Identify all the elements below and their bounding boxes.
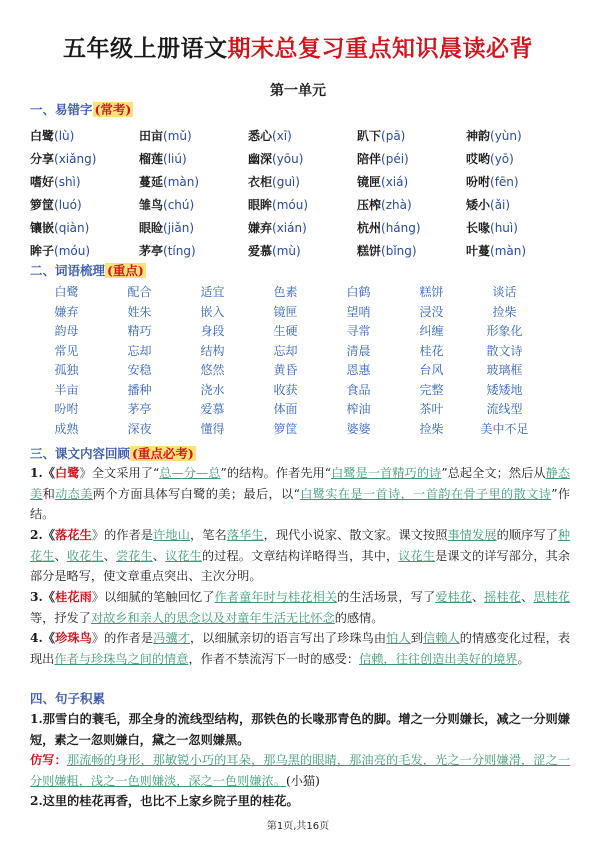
word-pinyin: (xián) xyxy=(272,221,307,235)
section-heading-typos xyxy=(30,100,133,118)
section-label: 四、句子积累 xyxy=(30,691,106,706)
term-item: 白鹭 xyxy=(54,285,79,300)
word-pinyin: (móu) xyxy=(272,198,309,212)
review-paragraph-2: 2.《落花生》的作者是许地山，笔名落华生，现代小说家、散文家。课文按照事情发展的顺序写了种花生、收花生、尝花生、议花生的过程。文章结构详略得当，其中，议花生是课文的详写部分，其余部分是略写，使文章重点突出、主次分明。 xyxy=(30,528,571,583)
term-item: 望哨 xyxy=(346,304,371,319)
word-text: 嗜好 xyxy=(30,175,55,189)
word-pinyin: (pā) xyxy=(381,129,406,143)
word-text: 糕饼 xyxy=(357,244,382,258)
word-text: 分享 xyxy=(30,152,55,166)
term-item: 深夜 xyxy=(127,421,152,436)
review-paragraph-1: 1.《白鹭》全文采用了“总—分—总”的结构。作者先用“白鹭是一首精巧的诗”总起全文；然后从静态美和动态美两个方面具体写白鹭的美；最后，以“白鹭实在是一首诗，一首韵在骨子里的散文诗”作结。 xyxy=(30,466,571,521)
term-item: 色素 xyxy=(273,285,298,300)
word-row xyxy=(30,124,575,147)
word-item xyxy=(139,150,248,167)
term-item: 捡柴 xyxy=(492,304,517,319)
term-item: 箩筐 xyxy=(273,421,298,436)
word-text: 压榨 xyxy=(357,198,382,212)
term-item: 婆婆 xyxy=(346,421,371,436)
word-item xyxy=(139,219,248,236)
word-pinyin: (yùn) xyxy=(490,129,522,143)
word-text: 吩咐 xyxy=(466,175,491,189)
word-item xyxy=(139,127,248,144)
term-item: 韵母 xyxy=(54,324,79,339)
term-item: 茅亭 xyxy=(127,402,152,417)
word-item xyxy=(248,219,357,236)
section-label: 三、课文内容回顾 xyxy=(30,446,131,461)
term-item: 体面 xyxy=(273,402,298,417)
imitation-tail: (小猫) xyxy=(285,773,320,788)
word-text: 爱慕 xyxy=(248,244,273,258)
term-row xyxy=(30,341,575,361)
word-pinyin: (háng) xyxy=(381,221,421,235)
word-pinyin: (lù) xyxy=(54,129,75,143)
section-heading-vocabulary xyxy=(30,261,146,279)
section-tag: (重点必考) xyxy=(132,446,194,461)
word-item xyxy=(466,150,575,167)
term-row xyxy=(30,321,575,341)
word-pinyin: (mǔ) xyxy=(163,129,192,143)
term-row xyxy=(30,360,575,380)
word-item xyxy=(466,173,575,190)
review-paragraph-3: 3.《桂花雨》以细腻的笔触回忆了作者童年时与桂花相关的生活场景，写了爱桂花、摇桂花、思桂花等，抒发了对故乡和亲人的思念以及对童年生活无比怀念的感情。 xyxy=(30,590,571,625)
word-item xyxy=(248,127,357,144)
word-text: 陪伴 xyxy=(357,152,382,166)
term-item: 榨油 xyxy=(346,402,371,417)
section-tag: (常考) xyxy=(94,102,132,117)
term-item: 懂得 xyxy=(200,421,225,436)
term-item: 纠缠 xyxy=(419,324,444,339)
sentence-2: 2.这里的桂花再香，也比不上家乡院子里的桂花。 xyxy=(30,794,299,808)
word-pinyin: (shì) xyxy=(54,175,81,189)
term-item: 流线型 xyxy=(486,402,523,417)
term-item: 清晨 xyxy=(346,343,371,358)
word-item xyxy=(357,219,466,236)
word-item xyxy=(30,173,139,190)
term-item: 形象化 xyxy=(486,324,523,339)
word-pinyin: (fēn) xyxy=(490,175,519,189)
word-text: 衣柜 xyxy=(248,175,273,189)
imitation-text: 那流畅的身形，那敏锐小巧的耳朵，那乌黑的眼睛，那油亮的毛发，光之一分则嫌滑，涩之一分则嫌粗，浅之一色则嫌淡，深之一色则嫌浓。 xyxy=(30,753,571,788)
word-row xyxy=(30,239,575,262)
section-tag: (重点) xyxy=(107,263,144,278)
word-item xyxy=(30,196,139,213)
term-item: 谈话 xyxy=(492,285,517,300)
word-pinyin: (guì) xyxy=(272,175,300,189)
term-row xyxy=(30,399,575,419)
term-item: 浸没 xyxy=(419,304,444,319)
page-title xyxy=(0,30,596,63)
term-item: 糕饼 xyxy=(419,285,444,300)
term-item: 忘却 xyxy=(273,343,298,358)
term-item: 身段 xyxy=(200,324,225,339)
word-pinyin: (qiàn) xyxy=(54,221,90,235)
term-item: 成熟 xyxy=(54,421,79,436)
word-item xyxy=(248,150,357,167)
term-item: 矮矮地 xyxy=(486,382,523,397)
word-pinyin: (yōu) xyxy=(272,152,304,166)
word-pinyin: (xiǎng) xyxy=(54,152,97,166)
word-pinyin: (yō) xyxy=(490,152,514,166)
word-pinyin: (xī) xyxy=(272,129,292,143)
term-item: 捡柴 xyxy=(419,421,444,436)
imitation-label: 仿写： xyxy=(30,753,67,767)
word-pinyin: (ǎi) xyxy=(490,198,511,212)
word-text: 幽深 xyxy=(248,152,273,166)
title-part1: 五年级上册语文 xyxy=(63,36,228,62)
term-item: 精巧 xyxy=(127,324,152,339)
word-text: 田亩 xyxy=(139,129,164,143)
term-item: 收获 xyxy=(273,382,298,397)
word-text: 矮小 xyxy=(466,198,491,212)
word-text: 眼睑 xyxy=(139,221,164,235)
word-pinyin: (tíng) xyxy=(163,244,196,258)
word-item xyxy=(466,196,575,213)
term-item: 台风 xyxy=(419,363,444,378)
word-text: 悉心 xyxy=(248,129,273,143)
term-item: 浇水 xyxy=(200,382,225,397)
term-item: 孤独 xyxy=(54,363,79,378)
term-item: 嵌入 xyxy=(200,304,225,319)
term-row xyxy=(30,302,575,322)
term-item: 玻璃框 xyxy=(486,363,523,378)
term-item: 桂花 xyxy=(419,343,444,358)
word-text: 白鹭 xyxy=(30,129,55,143)
word-pinyin: (móu) xyxy=(54,244,91,258)
word-row xyxy=(30,193,575,216)
imitation-sentence xyxy=(30,750,570,791)
title-part2: 期末总复习重点知识晨读必背 xyxy=(227,36,533,62)
word-item xyxy=(466,219,575,236)
word-row xyxy=(30,216,575,239)
word-pinyin: (liú) xyxy=(163,152,187,166)
word-text: 镜匣 xyxy=(357,175,382,189)
word-text: 榴莲 xyxy=(139,152,164,166)
term-item: 美中不足 xyxy=(480,421,529,436)
word-row xyxy=(30,170,575,193)
term-item: 完整 xyxy=(419,382,444,397)
word-item xyxy=(466,127,575,144)
term-item: 配合 xyxy=(127,285,152,300)
word-text: 嫌弃 xyxy=(248,221,273,235)
word-item xyxy=(30,150,139,167)
word-text: 镶嵌 xyxy=(30,221,55,235)
word-item xyxy=(357,196,466,213)
word-text: 杭州 xyxy=(357,221,382,235)
word-pinyin: (màn) xyxy=(490,244,527,258)
word-pinyin: (huì) xyxy=(490,221,518,235)
word-pinyin: (jiǎn) xyxy=(163,221,195,235)
word-item xyxy=(248,196,357,213)
word-item xyxy=(357,242,466,259)
word-pinyin: (xiá) xyxy=(381,175,409,189)
word-item xyxy=(357,173,466,190)
term-item: 适宜 xyxy=(200,285,225,300)
word-item xyxy=(30,127,139,144)
term-item: 寻常 xyxy=(346,324,371,339)
unit-heading: 第一单元 xyxy=(270,83,326,99)
term-item: 忘却 xyxy=(127,343,152,358)
word-item xyxy=(30,219,139,236)
word-item xyxy=(30,242,139,259)
term-item: 结构 xyxy=(200,343,225,358)
term-item: 常见 xyxy=(54,343,79,358)
word-pinyin: (péi) xyxy=(381,152,409,166)
word-pinyin: (zhà) xyxy=(381,198,412,212)
vocabulary-grid xyxy=(30,282,575,438)
term-item: 安稳 xyxy=(127,363,152,378)
word-item xyxy=(139,173,248,190)
word-item xyxy=(357,150,466,167)
word-pinyin: (luó) xyxy=(54,198,82,212)
word-text: 箩筐 xyxy=(30,198,55,212)
typo-word-grid xyxy=(30,124,575,262)
term-item: 黄昏 xyxy=(273,363,298,378)
term-row xyxy=(30,419,575,439)
word-text: 雏鸟 xyxy=(139,198,164,212)
word-pinyin: (màn) xyxy=(163,175,200,189)
term-row xyxy=(30,282,575,302)
term-row xyxy=(30,380,575,400)
page-footer: 第1页,共16页 xyxy=(266,821,330,832)
term-item: 食品 xyxy=(346,382,371,397)
word-text: 眸子 xyxy=(30,244,55,258)
term-item: 爱慕 xyxy=(200,402,225,417)
word-item xyxy=(139,242,248,259)
word-pinyin: (chú) xyxy=(163,198,195,212)
word-text: 神韵 xyxy=(466,129,491,143)
term-item: 白鹤 xyxy=(346,285,371,300)
section-heading-review xyxy=(30,444,196,462)
term-item: 姓朱 xyxy=(127,304,152,319)
word-text: 蔓延 xyxy=(139,175,164,189)
word-text: 叶蔓 xyxy=(466,244,491,258)
word-text: 哎哟 xyxy=(466,152,491,166)
section-label: 一、易错字 xyxy=(30,102,93,117)
term-item: 播种 xyxy=(127,382,152,397)
word-item xyxy=(139,196,248,213)
word-pinyin: (mù) xyxy=(272,244,301,258)
word-item xyxy=(466,242,575,259)
word-item xyxy=(248,242,357,259)
term-item: 嫌弃 xyxy=(54,304,79,319)
word-pinyin: (bǐng) xyxy=(381,244,417,258)
term-item: 茶叶 xyxy=(419,402,444,417)
word-item xyxy=(357,127,466,144)
review-paragraph-4: 4.《珍珠鸟》的作者是冯骥才，以细腻亲切的语言写出了珍珠鸟由怕人到信赖人的情感变化过程，表现出作者与珍珠鸟之间的情意，作者不禁流泻下一时的感受：信赖，往往创造出美好的境界。 xyxy=(30,631,571,666)
term-item: 吩咐 xyxy=(54,402,79,417)
term-item: 恩惠 xyxy=(346,363,371,378)
word-row xyxy=(30,147,575,170)
term-item: 半亩 xyxy=(54,382,79,397)
word-item xyxy=(248,173,357,190)
section-label: 二、词语梳理 xyxy=(30,263,106,278)
word-text: 长喙 xyxy=(466,221,491,235)
term-item: 生硬 xyxy=(273,324,298,339)
term-item: 悠然 xyxy=(200,363,225,378)
term-item: 散文诗 xyxy=(486,343,523,358)
word-text: 茅亭 xyxy=(139,244,164,258)
word-text: 趴下 xyxy=(357,129,382,143)
section-heading-sentences xyxy=(30,689,105,707)
term-item: 镜匣 xyxy=(273,304,298,319)
word-text: 眼眸 xyxy=(248,198,273,212)
sentence-1: 1.那雪白的蓑毛，那全身的流线型结构，那铁色的长喙那青色的脚。增之一分则嫌长，减之一分则嫌短，素之一忽则嫌白，黛之一忽则嫌黑。 xyxy=(30,712,570,747)
